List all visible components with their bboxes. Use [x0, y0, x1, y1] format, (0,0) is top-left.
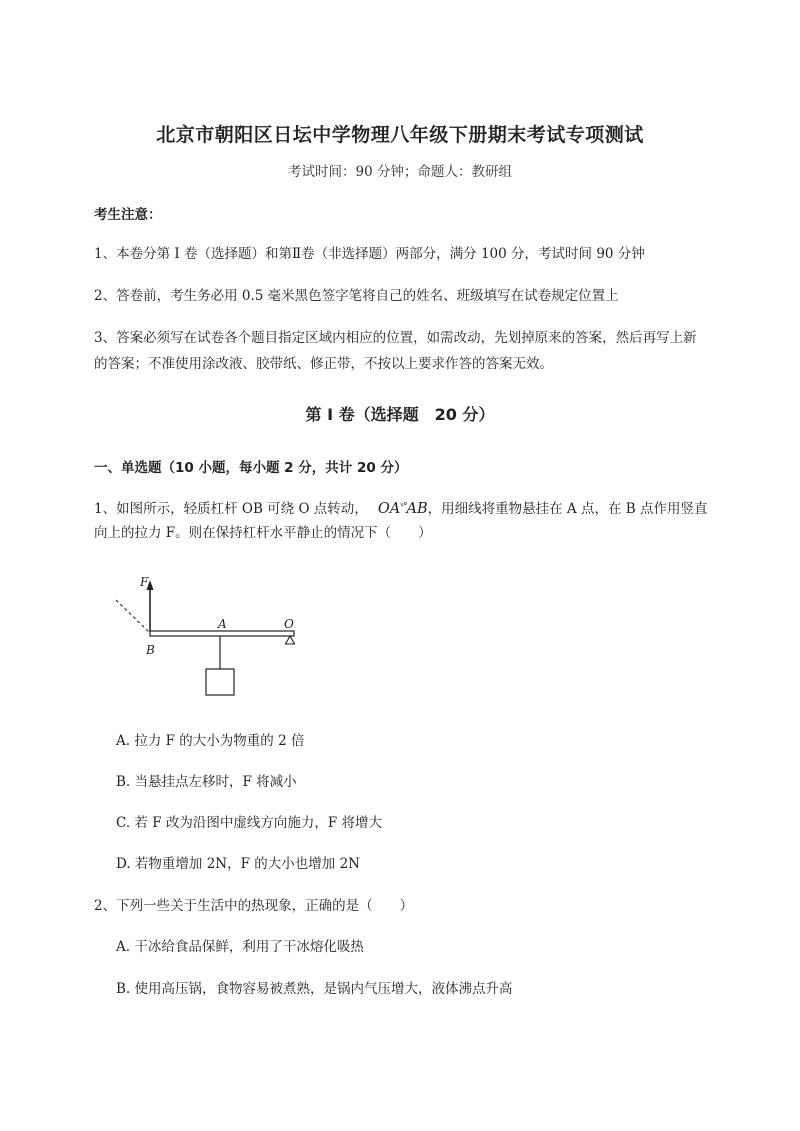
label-f: F	[140, 575, 149, 589]
question-2-stem: 2、下列一些关于生活中的热现象，正确的是（ ）	[94, 898, 414, 914]
note-item-1: 1、本卷分第 I 卷（选择题）和第Ⅱ卷（非选择题）两部分，满分 100 分，考试时间 90 分钟	[94, 246, 645, 262]
q1-option-d: D. 若物重增加 2N，F 的大小也增加 2N	[116, 856, 360, 872]
exam-info: 考试时间：90 分钟；命题人：教研组	[288, 164, 512, 180]
label-b: B	[146, 643, 155, 657]
notes-heading: 考生注意：	[94, 207, 162, 223]
section-title: 第 I 卷（选择题 20 分）	[305, 405, 495, 424]
weight-block	[206, 669, 234, 695]
note-item-3-cont: 的答案；不准使用涂改液、胶带纸、修正带，不按以上要求作答的答案无效。	[94, 356, 553, 372]
note-item-2: 2、答卷前，考生务必用 0.5 毫米黑色签字笔将自己的姓名、班级填写在试卷规定位置上	[94, 288, 619, 304]
page-title: 北京市朝阳区日坛中学物理八年级下册期末考试专项测试	[156, 124, 644, 146]
q1-option-a: A. 拉力 F 的大小为物重的 2 倍	[116, 733, 305, 749]
question-1-stem-cont: 向上的拉力 F。则在保持杠杆水平静止的情况下（ ）	[94, 525, 432, 541]
math-oa: OA	[377, 501, 401, 517]
label-o: O	[284, 617, 294, 631]
question-1-stem	[94, 495, 707, 521]
dashed-force-line	[116, 600, 149, 632]
math-ab: AB	[406, 501, 428, 517]
lever-bar	[150, 631, 294, 636]
question-1-stem-part-a: 1、如图所示，轻质杠杆 OB 可绕 O 点转动，	[94, 501, 368, 517]
q1-option-b: B. 当悬挂点左移时，F 将减小	[116, 774, 297, 790]
label-a: A	[218, 617, 227, 631]
math-relation-glyph: ˣ°	[400, 502, 407, 512]
lever-figure	[110, 572, 310, 702]
question-1-stem-part-b: ，用细线将重物悬挂在 A 点，在 B 点作用竖直	[427, 501, 708, 517]
q2-option-b: B. 使用高压锅，食物容易被煮熟，是锅内气压增大，液体沸点升高	[116, 981, 513, 997]
note-item-3: 3、答案必须写在试卷各个题目指定区域内相应的位置，如需改动，先划掉原来的答案，然后再写上新	[94, 330, 697, 346]
q1-option-c: C. 若 F 改为沿图中虚线方向施力，F 将增大	[116, 815, 383, 831]
q2-option-a: A. 干冰给食品保鲜，利用了干冰熔化吸热	[116, 939, 364, 955]
part-heading: 一、单选题（10 小题，每小题 2 分，共计 20 分）	[94, 460, 408, 476]
pivot-triangle	[286, 636, 295, 644]
